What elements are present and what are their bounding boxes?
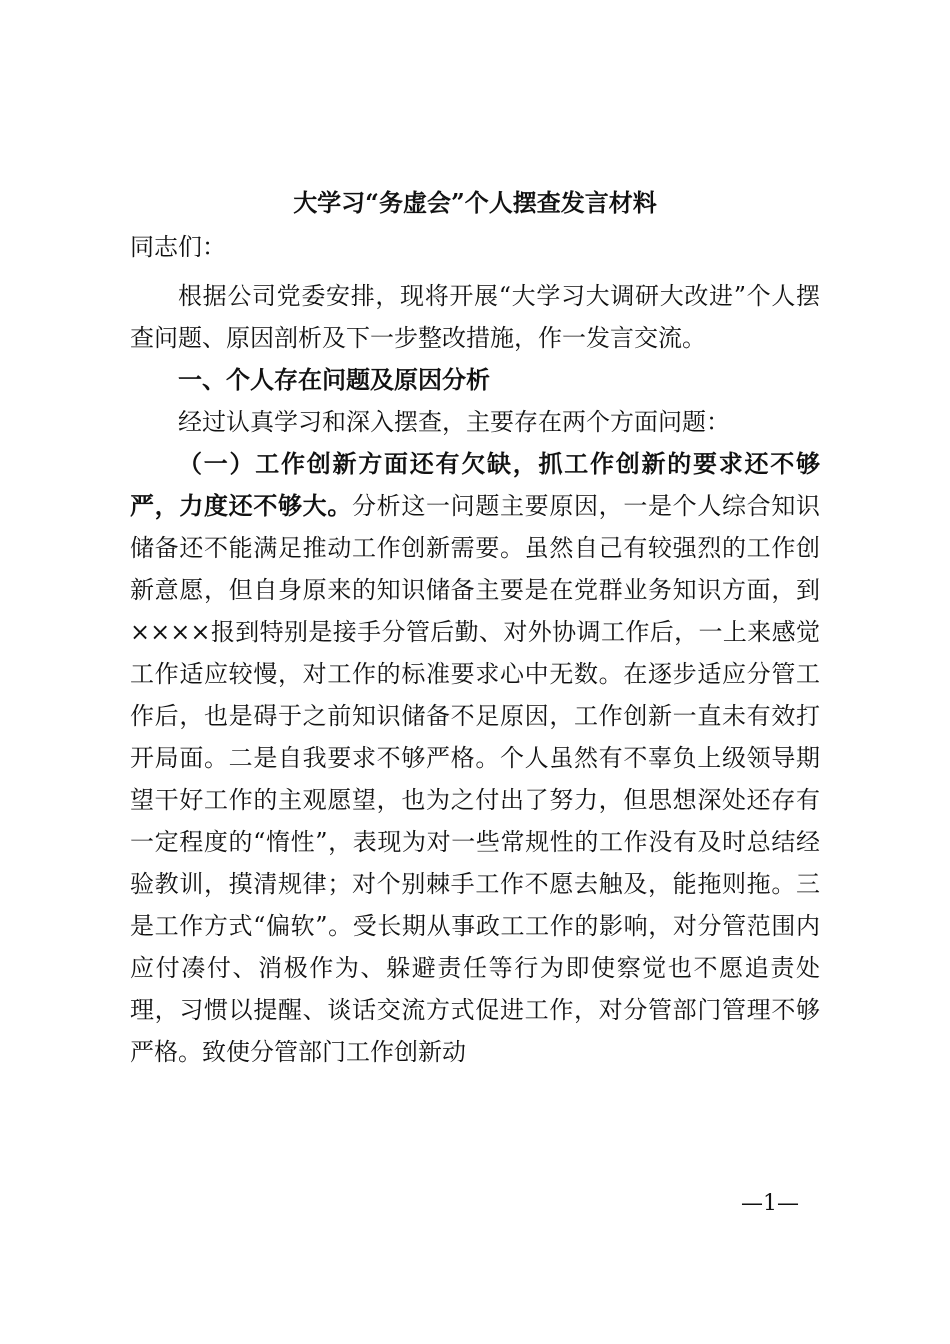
page-number: —1—: [741, 1191, 799, 1216]
problem-one-heading: （一）工作创新方面还有欠缺，抓工作创新的要求还不够严，力度还不够大。: [130, 449, 820, 520]
salutation: 同志们：: [130, 233, 226, 261]
problem-one-body: 分析这一问题主要原因，一是个人综合知识储备还不能满足推动工作创新需要。虽然自己有较强烈的工作创新意愿，但自身原来的知识储备主要是在党群业务知识方面，到××××报到特别是接手分管后勤、对外协调工作后，一上来感觉工作适应较慢，对工作的标准要求心中无数。在逐步适应分管工作后，也是碍于之前知识储备不足原因，工作创新一直未有效打开局面。二是自我要求不够严格。个人虽然有不辜负上级领导期望干好工作的主观愿望，也为之付出了努力，但思想深处还存有一定程度的“惰性”，表现为对一些常规性的工作没有及时总结经验教训，摸清规律；对个别棘手工作不愿去触及，能拖则拖。三是工作方式“偏软”。受长期从事政工工作的影响，对分管范围内应付凑付、消极作为、躲避责任等行为即使察觉也不愿追责处理，习惯以提醒、谈话交流方式促进工作，对分管部门管理不够严格。致使分管部门工作创新动: [130, 492, 820, 1066]
document-title: 大学习“务虚会”个人摆查发言材料: [293, 188, 657, 217]
problem-one-paragraph: [130, 443, 820, 1073]
section-heading: 一、个人存在问题及原因分析: [178, 366, 490, 394]
intro-paragraph: 根据公司党委安排，现将开展“大学习大调研大改进”个人摆查问题、原因剖析及下一步整改措施，作一发言交流。: [130, 282, 820, 352]
document-body: [130, 275, 820, 1073]
overview-paragraph: 经过认真学习和深入摆查，主要存在两个方面问题：: [178, 408, 730, 436]
